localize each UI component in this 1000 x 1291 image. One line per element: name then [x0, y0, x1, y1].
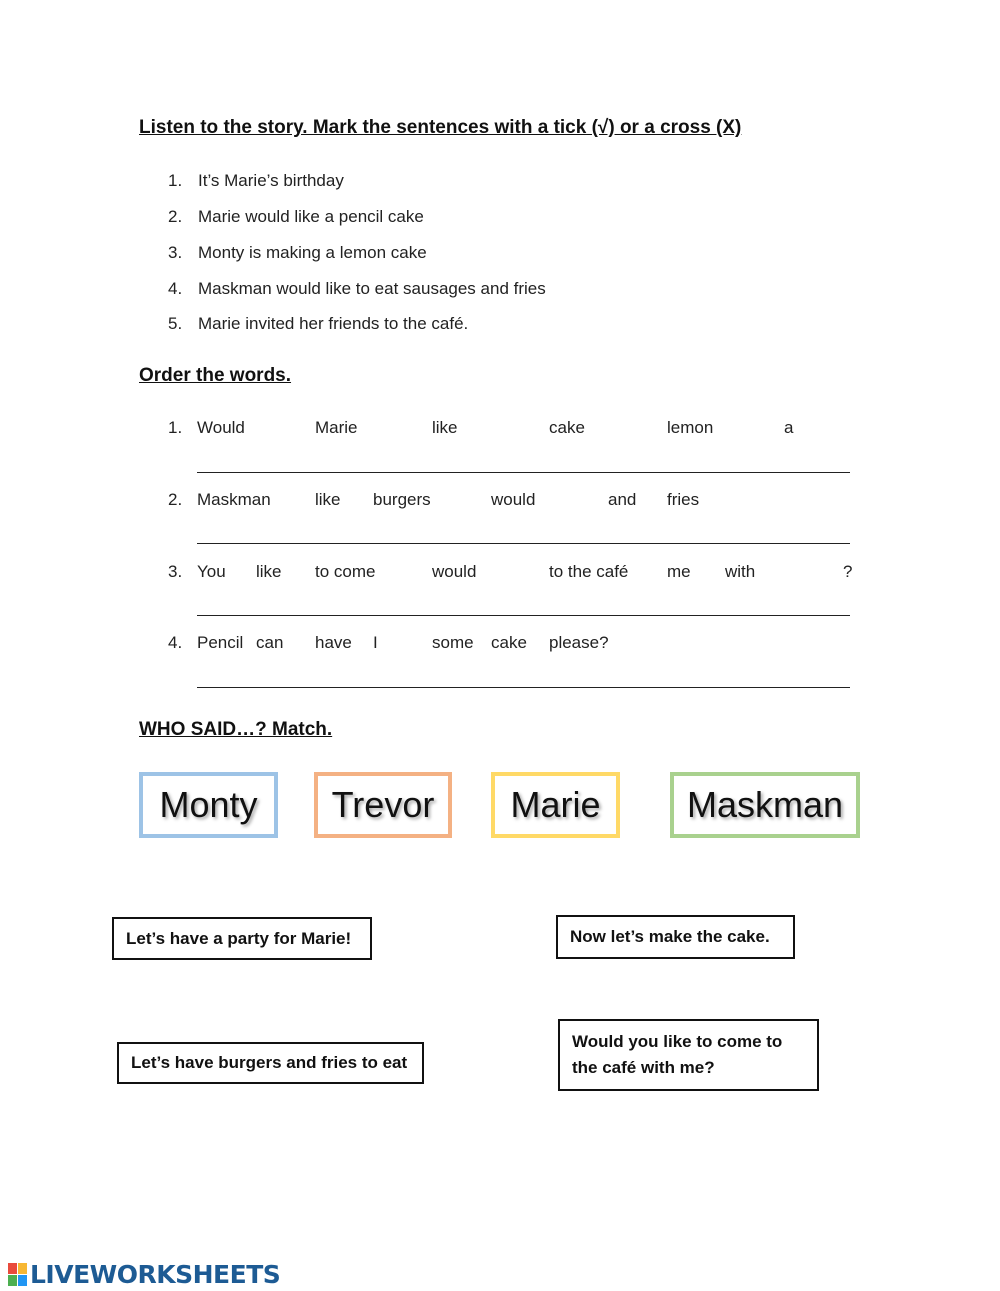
- logo-text: LIVEWORKSHEETS: [30, 1259, 281, 1289]
- question-number: 3.: [168, 562, 183, 581]
- word-chip: like: [256, 562, 282, 581]
- quote-card-burgers[interactable]: Let’s have burgers and fries to eat: [117, 1042, 424, 1084]
- quote-card-party[interactable]: Let’s have a party for Marie!: [112, 917, 372, 960]
- word-chip: cake: [491, 633, 527, 652]
- question-number: 2.: [168, 490, 183, 509]
- section-heading-who-said: WHO SAID…? Match.: [139, 719, 333, 740]
- answer-line[interactable]: [197, 543, 850, 544]
- word-chip: fries: [667, 490, 700, 509]
- statement-item: [168, 279, 546, 299]
- name-card-trevor[interactable]: Trevor: [314, 772, 452, 838]
- word-chip: would: [491, 490, 536, 509]
- word-chip: and: [608, 490, 637, 509]
- word-chip: Maskman: [197, 490, 271, 509]
- question-number: 4.: [168, 633, 183, 652]
- answer-line[interactable]: [197, 687, 850, 688]
- word-chip: have: [315, 633, 352, 652]
- question-number: 1.: [168, 418, 183, 437]
- item-number: 2.: [168, 207, 183, 226]
- word-chip: ?: [843, 562, 853, 581]
- statement-item: [168, 243, 427, 263]
- statement-item: [168, 207, 424, 227]
- word-order-question: [0, 633, 1000, 657]
- word-chip: Marie: [315, 418, 358, 437]
- word-chip: me: [667, 562, 691, 581]
- name-card-marie[interactable]: Marie: [491, 772, 620, 838]
- statement-text: Monty is making a lemon cake: [198, 243, 427, 262]
- word-chip: like: [432, 418, 458, 437]
- statement-text: Marie would like a pencil cake: [198, 207, 424, 226]
- word-chip: a: [784, 418, 794, 437]
- liveworksheets-logo: [8, 1260, 280, 1288]
- word-chip: to come: [315, 562, 376, 581]
- section-heading-order: Order the words.: [139, 365, 292, 386]
- statement-text: Maskman would like to eat sausages and fries: [198, 279, 546, 298]
- section-heading-listen: Listen to the story. Mark the sentences with a tick (√) or a cross (X): [139, 117, 742, 138]
- answer-line[interactable]: [197, 472, 850, 473]
- word-chip: can: [256, 633, 284, 652]
- statement-item: [168, 171, 344, 191]
- logo-mark-icon: [8, 1263, 27, 1286]
- item-number: 5.: [168, 314, 183, 333]
- statement-text: It’s Marie’s birthday: [198, 171, 344, 190]
- word-chip: Would: [197, 418, 245, 437]
- word-chip: like: [315, 490, 341, 509]
- answer-line[interactable]: [197, 615, 850, 616]
- quote-card-cafe[interactable]: Would you like to come to the café with me?: [558, 1019, 819, 1091]
- word-chip: please?: [549, 633, 609, 652]
- word-chip: some: [432, 633, 474, 652]
- statement-text: Marie invited her friends to the café.: [198, 314, 469, 333]
- item-number: 1.: [168, 171, 183, 190]
- item-number: 4.: [168, 279, 183, 298]
- name-card-monty[interactable]: Monty: [139, 772, 278, 838]
- word-chip: Pencil: [197, 633, 244, 652]
- word-chip: burgers: [373, 490, 431, 509]
- word-chip: to the café: [549, 562, 629, 581]
- word-chip: cake: [549, 418, 585, 437]
- word-chip: I: [373, 633, 378, 652]
- word-order-question: [0, 418, 1000, 442]
- quote-card-make-cake[interactable]: Now let’s make the cake.: [556, 915, 795, 959]
- name-card-maskman[interactable]: Maskman: [670, 772, 860, 838]
- word-order-question: [0, 562, 1000, 586]
- word-chip: lemon: [667, 418, 714, 437]
- word-chip: would: [432, 562, 477, 581]
- item-number: 3.: [168, 243, 183, 262]
- word-chip: You: [197, 562, 226, 581]
- word-chip: with: [725, 562, 756, 581]
- statement-item: [168, 314, 468, 334]
- word-order-question: [0, 490, 1000, 514]
